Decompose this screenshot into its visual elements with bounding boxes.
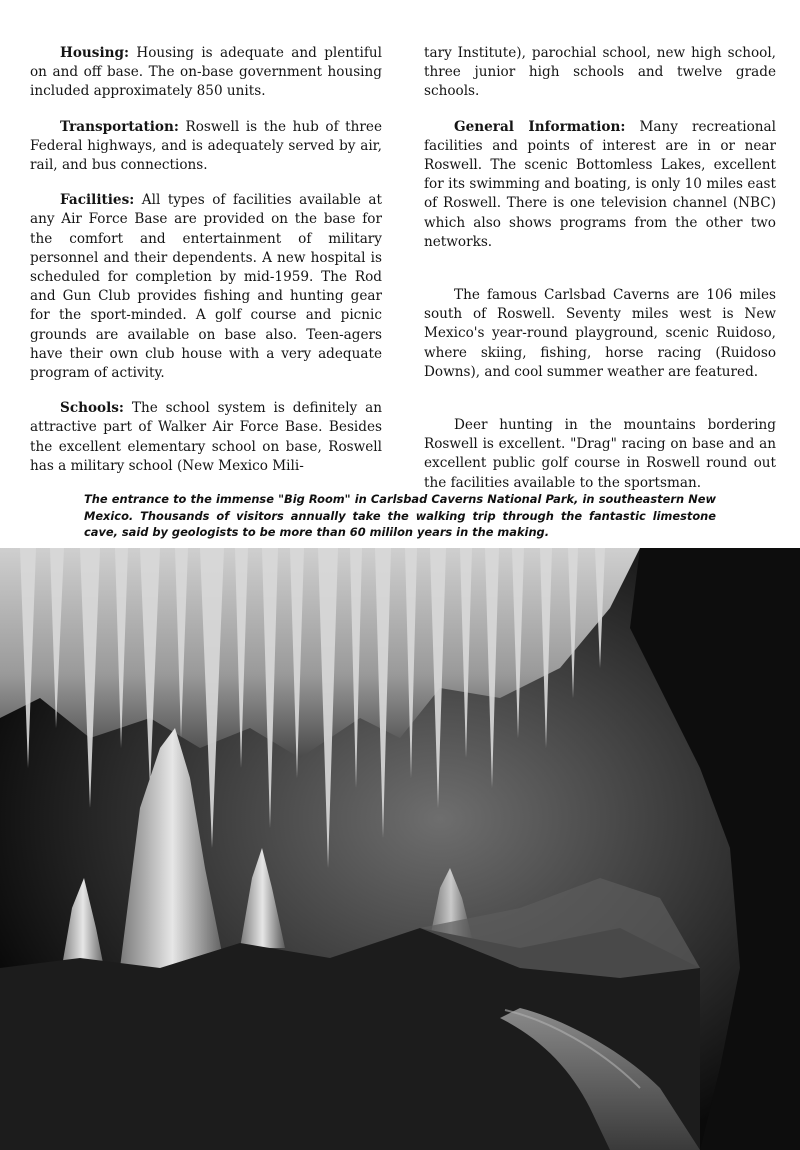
photo-caption: The entrance to the immense "Big Room" in Carlsbad Caverns National Park, in southeastern New Mexico. Thousands of visitors annually take the walking trip through the fantastic limestone cave, said by geologists to be more than 60 mililon years in the making. — [84, 492, 716, 539]
transportation-paragraph — [30, 118, 382, 176]
left-column — [30, 44, 382, 492]
cavern-photo — [0, 548, 800, 1150]
cavern-illustration — [0, 548, 800, 1150]
schools-heading: Schools: — [60, 400, 124, 417]
general-information-text: Many recreational facilities and points of interest are in or near Roswell. The scenic Bottomless Lakes, excellent for its swimming and boating, is only 10 miles east of Roswell. There is one television channel (NBC) which also shows programs from the other two networks. — [424, 118, 776, 250]
general-information-paragraph — [424, 118, 776, 252]
housing-text: Housing is adequate and plentiful on and off base. The on-base government housing included approximately 850 units. — [30, 45, 382, 100]
schools-text: The school system is definitely an attractive part of Walker Air Force Base. Besides the excellent elementary school on base, Roswell has a military school (New Mexico Mili- — [30, 400, 383, 474]
facilities-paragraph — [30, 191, 382, 383]
deer-hunting-paragraph: Deer hunting in the mountains bordering Roswell is excellent. "Drag" racing on base and an excellent public golf course in Roswell round out the facilities available to the sportsman. — [424, 417, 776, 491]
carlsbad-paragraph: The famous Carlsbad Caverns are 106 miles south of Roswell. Seventy miles west is New Mexico's year-round playground, scenic Ruidoso, where skiing, fishing, horse racing (Ruidoso Downs), and cool summer weather are featured. — [424, 287, 776, 380]
schools-continued-paragraph: tary Institute), parochial school, new high school, three junior high schools and twelve grade schools. — [424, 45, 776, 100]
facilities-heading: Facilities: — [60, 192, 135, 209]
schools-paragraph — [30, 399, 382, 476]
general-information-heading: General Information: — [454, 118, 626, 135]
facilities-text: All types of facilities available at any Air Force Base are provided on the base for the comfort and entertainment of military personnel and their dependents. A new hospital is scheduled for completion by mid-1959. The Rod and Gun Club provides fishing and hunting gear for the sport-minded. A golf course and picnic grounds are available on base also. Teen-agers have their own club house with a very adequate program of activity. — [30, 192, 382, 382]
transportation-heading: Transportation: — [60, 118, 179, 135]
transportation-text: Roswell is the hub of three Federal highways, and is adequately served by air, rail, and bus connections. — [30, 118, 382, 174]
housing-paragraph — [30, 44, 382, 102]
right-column — [424, 44, 776, 509]
housing-heading: Housing: — [60, 45, 130, 61]
